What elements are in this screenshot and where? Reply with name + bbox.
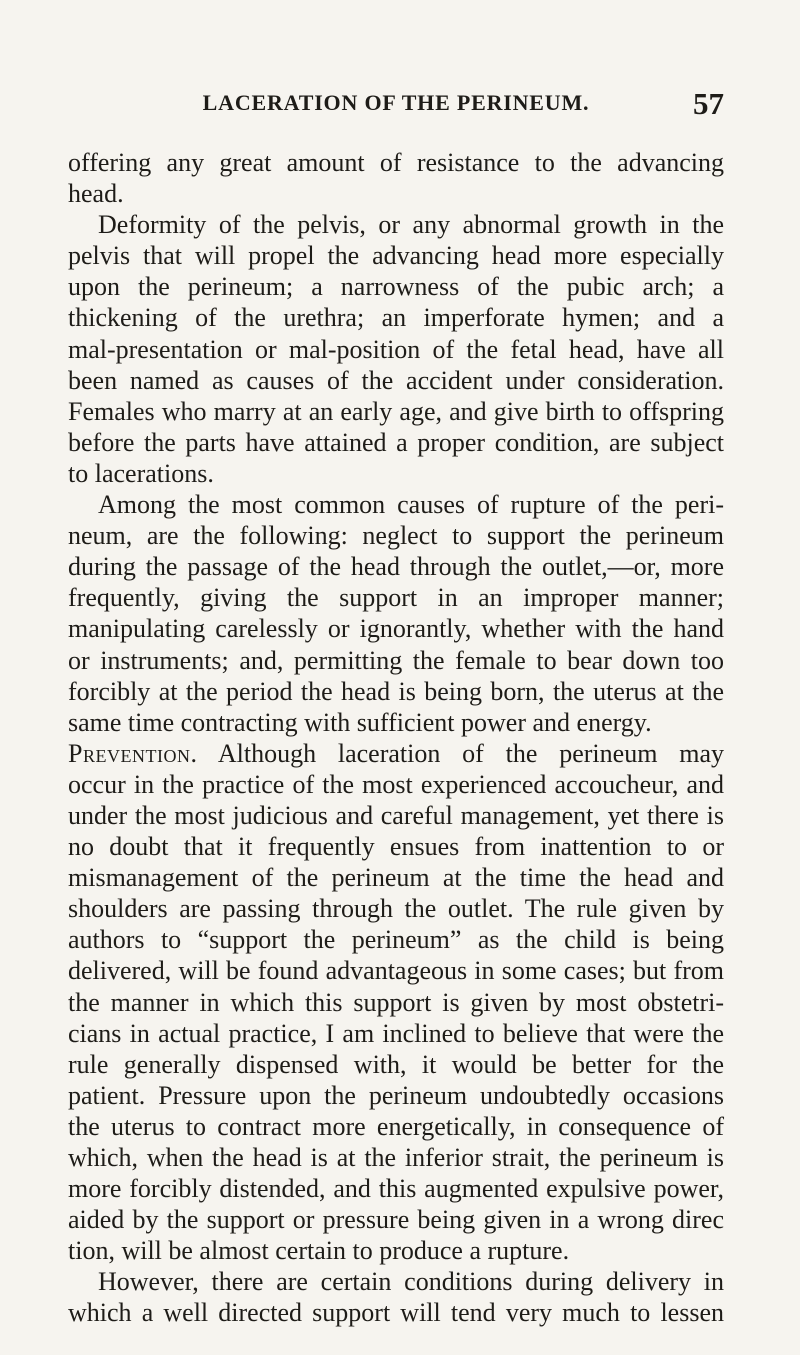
text-line: which a well directed support will tend very much to lessen [68,1298,724,1328]
text-line: thickening of the urethra; an imperforate hymen; and a [68,303,724,333]
text-line: head. [68,179,124,209]
text-line: the uterus to contract more energetically, in consequence of [68,1111,724,1141]
text-line: patient. Pressure upon the perineum undoubtedly occasions [68,1080,724,1110]
text-line: or instruments; and, permitting the female to bear down too [68,645,724,675]
text-line: neum, are the following: neglect to support the perineum [68,521,724,551]
text-line: aided by the support or pressure being given in a wrong direc [68,1205,724,1235]
text-line: tion, will be almost certain to produce a rupture. [68,1236,570,1266]
running-title: LACERATION OF THE PERINEUM. [202,90,590,115]
text-line: same time contracting with sufficient power and energy. [68,707,652,737]
text-line: more forcibly distended, and this augmented expulsive power, [68,1174,724,1204]
text-line: no doubt that it frequently ensues from inattention to or [68,832,724,862]
text-line: upon the perineum; a narrowness of the pubic arch; a [68,272,724,302]
text-line: manipulating carelessly or ignorantly, whether with the hand [68,614,724,644]
prevention-heading: Prevention. [68,738,198,768]
text-line: which, when the head is at the inferior strait, the perineum is [68,1143,724,1172]
text-line: cians in actual practice, I am inclined to believe that were the [68,1018,724,1048]
text-line: mismanagement of the perineum at the time the head and [68,863,724,893]
text-line: Females who marry at an early age, and give birth to offspring [68,396,724,426]
paragraph-start-line: Among the most common causes of rupture of the peri- [98,490,724,520]
text-line: during the passage of the head through the outlet,—or, more [68,552,724,582]
text-line: mal-presentation or mal-position of the fetal head, have all [68,334,724,364]
text-line: authors to “support the perineum” as the child is being [68,925,724,955]
text-line: been named as causes of the accident under consideration. [68,365,724,395]
body-text [68,147,724,1329]
text-line: shoulders are passing through the outlet. The rule given by [68,894,724,924]
text-line: frequently, giving the support in an improper manner; [68,583,724,613]
text-line: the manner in which this support is given by most obstetri- [68,987,724,1017]
text-line: occur in the practice of the most experienced accoucheur, and [68,769,724,799]
paragraph-start-line [68,738,724,769]
text-line: pelvis that will propel the advancing head more especially [68,241,724,271]
text-line: forcibly at the period the head is being born, the uterus at the [68,676,724,706]
text-line: to lacerations. [68,458,214,488]
text-line: before the parts have attained a proper condition, are subject [68,427,724,457]
text-line: under the most judicious and careful management, yet there is [68,800,724,830]
page-number: 57 [693,86,724,121]
text-line: delivered, will be found advantageous in some cases; but from [68,956,724,986]
paragraph-start-line: However, there are certain conditions during delivery in [98,1267,724,1297]
text-line: rule generally dispensed with, it would be better for the [68,1049,724,1079]
text-line-content: Although laceration of the perineum may [217,738,724,768]
text-line: offering any great amount of resistance to the advancing [68,148,724,177]
running-header [68,86,724,126]
paragraph-start-line: Deformity of the pelvis, or any abnormal growth in the [98,210,724,240]
